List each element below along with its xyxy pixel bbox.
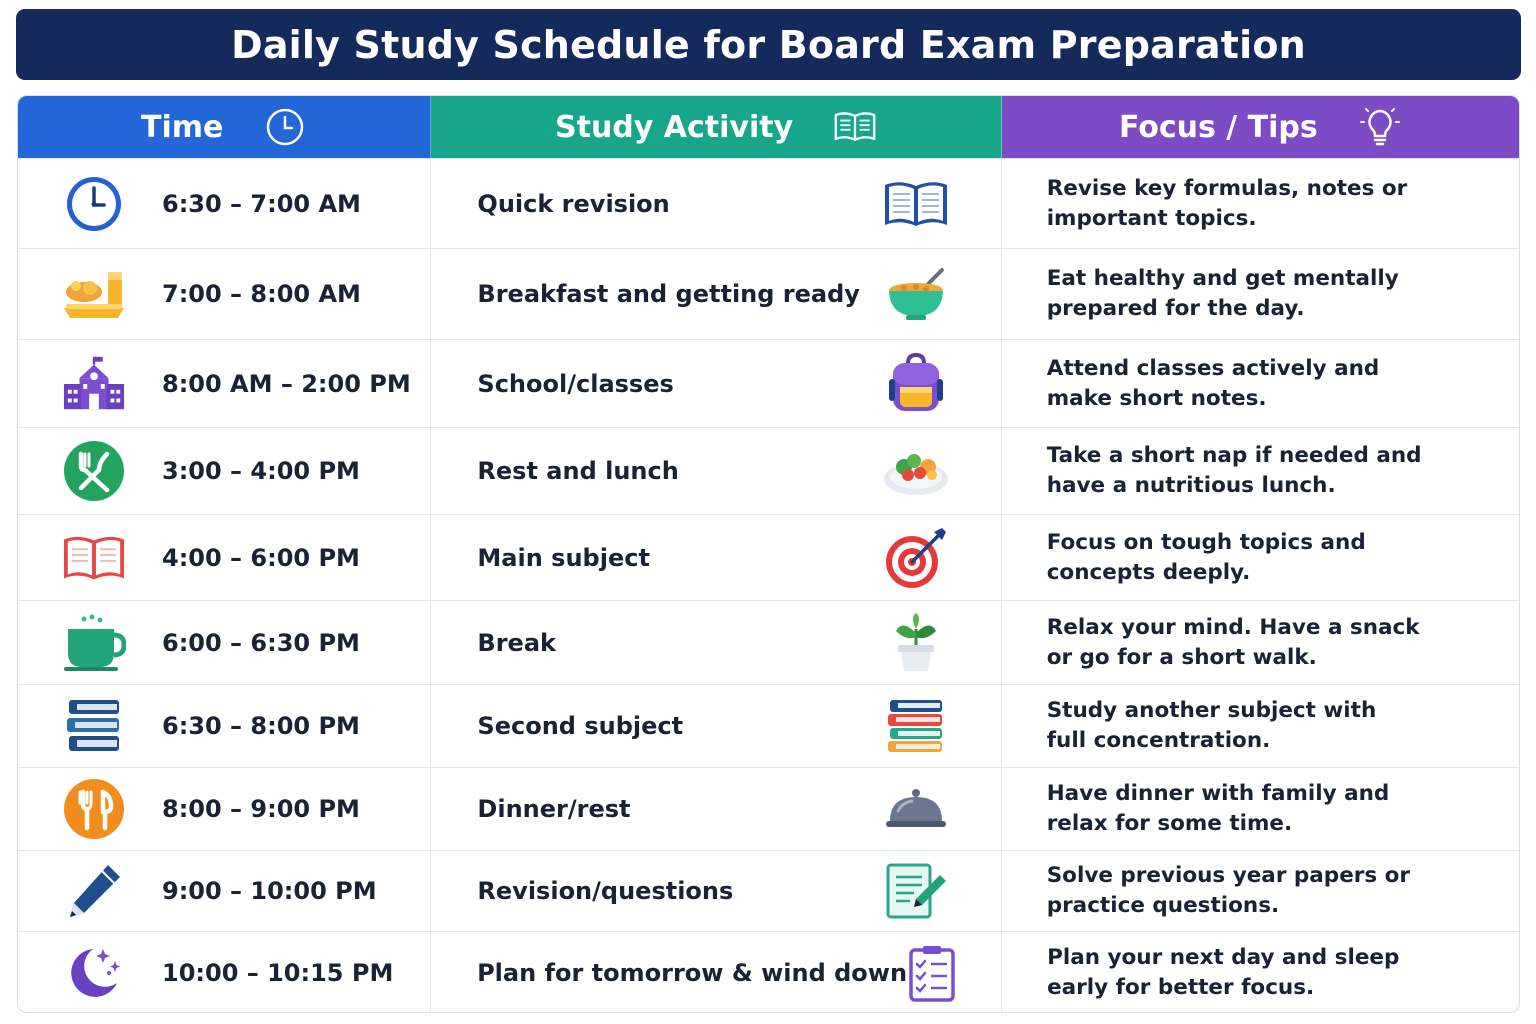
tip-line: early for better focus. <box>1047 974 1315 1000</box>
checklist-icon <box>907 938 957 1008</box>
activity-label: Plan for tomorrow & wind down <box>477 958 908 987</box>
book-stack-icon <box>62 694 126 758</box>
time-label: 6:30 – 7:00 AM <box>162 189 361 218</box>
tip-line: Relax your mind. Have a snack <box>1046 614 1420 640</box>
fork-knife-icon <box>62 439 126 503</box>
salad-plate-icon <box>881 436 951 506</box>
tip-line: Focus on tough topics and <box>1046 529 1366 555</box>
dinner-utensils-icon <box>62 777 126 841</box>
colorful-books-icon <box>881 691 951 761</box>
tip-line: practice questions. <box>1046 893 1280 918</box>
tip-line: full concentration. <box>1046 728 1271 753</box>
table-row <box>18 850 1519 931</box>
school-building-icon <box>62 352 126 416</box>
activity-label: Dinner/rest <box>477 795 631 823</box>
lightbulb-icon <box>1358 105 1402 149</box>
tip-line: Revise key formulas, notes or <box>1046 175 1408 201</box>
time-label: 10:00 – 10:15 PM <box>162 958 394 987</box>
time-label: 4:00 – 6:00 PM <box>162 543 360 572</box>
activity-label: Main subject <box>477 543 650 572</box>
target-icon <box>881 523 951 593</box>
tip-line: concepts deeply. <box>1046 559 1251 585</box>
breakfast-tray-icon <box>62 262 126 326</box>
pencil-icon <box>62 859 126 923</box>
table-row <box>18 931 1519 1013</box>
open-book-icon <box>881 169 951 239</box>
activity-label: Revision/questions <box>477 877 734 905</box>
tip-line: have a nutritious lunch. <box>1046 473 1336 498</box>
tea-cup-icon <box>62 611 126 675</box>
activity-label: Rest and lunch <box>477 457 679 485</box>
clock-icon <box>62 172 126 236</box>
tip-line: Take a short nap if needed and <box>1046 443 1422 468</box>
title-banner <box>16 9 1521 80</box>
header-time-label: Time <box>141 109 224 145</box>
table-row <box>18 339 1519 427</box>
open-book-icon <box>833 105 877 149</box>
table-row <box>18 427 1519 514</box>
table-row <box>18 158 1519 248</box>
table-row <box>18 684 1519 767</box>
time-label: 6:30 – 8:00 PM <box>162 712 360 740</box>
header-tips <box>1002 96 1519 158</box>
activity-label: Second subject <box>477 712 684 740</box>
table-row <box>18 767 1519 850</box>
tip-line: Have dinner with family and <box>1046 781 1390 806</box>
tip-line: Study another subject with <box>1046 698 1377 723</box>
table-header <box>18 96 1519 158</box>
activity-label: Quick revision <box>477 189 670 218</box>
table-row <box>18 514 1519 600</box>
time-label: 8:00 – 9:00 PM <box>162 795 360 823</box>
tip-line: Plan your next day and sleep <box>1047 944 1400 970</box>
clock-outline-icon <box>263 105 307 149</box>
cloche-icon <box>881 774 951 844</box>
backpack-icon <box>881 349 951 419</box>
page-title: Daily Study Schedule for Board Exam Preparation <box>231 22 1306 67</box>
header-activity <box>431 96 1001 158</box>
tip-line: make short notes. <box>1046 385 1267 411</box>
tip-line: or go for a short walk. <box>1046 644 1317 670</box>
red-book-icon <box>62 526 126 590</box>
tip-line: important topics. <box>1046 205 1257 231</box>
table-row <box>18 600 1519 684</box>
tip-line: Attend classes actively and <box>1046 355 1380 381</box>
header-tips-label: Focus / Tips <box>1118 109 1318 145</box>
table-row <box>18 248 1519 339</box>
time-label: 6:00 – 6:30 PM <box>162 628 360 657</box>
header-time <box>18 96 431 158</box>
header-activity-label: Study Activity <box>555 109 794 145</box>
notepad-pen-icon <box>881 856 951 926</box>
activity-label: Break <box>477 628 556 657</box>
time-label: 7:00 – 8:00 AM <box>162 280 361 308</box>
activity-label: School/classes <box>477 369 674 398</box>
tip-line: Eat healthy and get mentally <box>1046 266 1399 291</box>
tip-line: Solve previous year papers or <box>1046 863 1411 888</box>
schedule-table <box>17 95 1520 1013</box>
tip-line: relax for some time. <box>1046 811 1293 836</box>
potted-plant-icon <box>881 608 951 678</box>
cereal-bowl-icon <box>881 259 951 329</box>
time-label: 8:00 AM – 2:00 PM <box>162 369 411 398</box>
tip-line: prepared for the day. <box>1046 296 1305 321</box>
activity-label: Breakfast and getting ready <box>477 280 860 308</box>
time-label: 3:00 – 4:00 PM <box>162 457 360 485</box>
time-label: 9:00 – 10:00 PM <box>162 877 377 905</box>
moon-stars-icon <box>62 941 126 1005</box>
